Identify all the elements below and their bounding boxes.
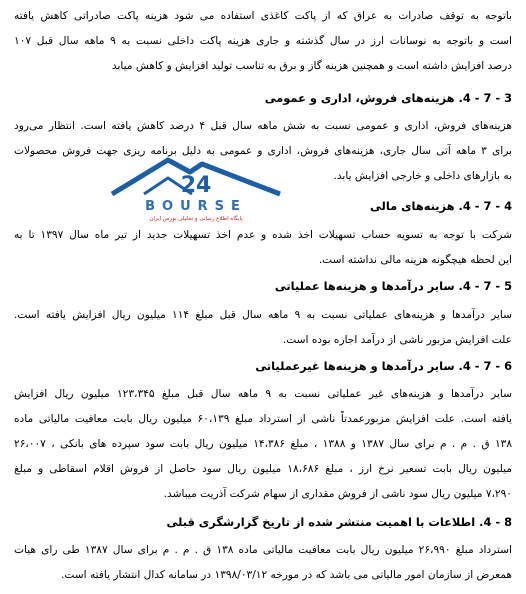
paragraph-line: سایر درآمدها و هزینه‌های غیر عملیاتی نسبت به ۹ ماهه سال قبل مبلغ ۱۲۳،۳۴۵ میلیون ریال افزایش (14, 388, 512, 400)
logo-number: 24 (180, 173, 212, 198)
paragraph-line: به بازارهای داخلی و خارجی افزایش یابد. (333, 170, 512, 182)
logo-tagline: پایگاه اطلاع رسانی و تحلیلی بورس ایران (149, 216, 243, 222)
section-heading-financial-expenses: 4 - 7 - 4. هزینه‌های مالی (370, 199, 512, 213)
section-heading-important-information: 8 - 4. اطلاعات با اهمیت منتشر شده از تاریخ گزارشگری قبلی (166, 515, 512, 529)
paragraph-line: شرکت با توجه به تسویه حساب تسهیلات اخذ شده و عدم اخذ تسهیلات جدید از تیر ماه سال ۱۳۹۷ تا به (14, 229, 512, 241)
paragraph-line: یافته است. علت افزایش مزبورعمدتاً ناشی از استرداد مبلغ ۶۰،۱۳۹ میلیون ریال بابت معافیت مالیاتی ماده (14, 413, 512, 425)
paragraph-line: علت افزایش مزبور ناشی از درآمد اجاره بوده است. (282, 334, 512, 346)
logo-wordmark: BOURSE (145, 199, 247, 214)
bourse24-logo (104, 150, 288, 222)
paragraph-line: هزینه‌های فروش، اداری و عمومی نسبت به شش ماهه سال قبل ۴ درصد کاهش یافته است. انتظار می‌رود (14, 120, 512, 132)
intro-line: است و باتوجه به نوسانات ارز در سال گذشته و جاری هزینه پاکت داخلی نسبت به ۹ ماهه سال قبل ۱۰۷ (14, 35, 512, 47)
paragraph-line: سایر درآمدها و هزینه‌های عملیاتی نسبت به ۹ ماهه سال قبل مبلغ ۱۱۴ میلیون ریال افزایش یافته است. (14, 309, 512, 321)
paragraph-line: ۱۳۸ ق . م . م برای سال ۱۳۸۷ و ۱۳۸۸ ، مبلغ ۱۴،۳۸۶ میلیون ریال بابت سود سپرده های بانکی ، ۲۶،۰۰۷ (14, 438, 512, 450)
section-heading-operating-other: 5 - 7 - 4. سایر درآمدها و هزینه‌ها عملیاتی (274, 279, 512, 293)
section-heading-non-operating-other: 6 - 7 - 4. سایر درآمدها و هزینه‌ها غیرعملیاتی (255, 359, 512, 373)
intro-line: درصد افزایش داشته است و همچنین هزینه گاز و برق به تناسب تولید افزایش و کاهش میابد (111, 60, 512, 72)
section-heading-selling-admin-expenses: 3 - 7 - 4. هزینه‌های فروش، اداری و عمومی (264, 91, 512, 105)
paragraph-line: میلیون ریال بابت تسعیر نرخ ارز ، مبلغ ۱۸،۶۸۶ میلیون ریال سود حاصل از فروش اقلام اسقاطی و مبلغ (14, 463, 512, 475)
paragraph-line: این لحظه هیچگونه هزینه مالی نداشته است. (318, 254, 512, 266)
paragraph-line: برای ۳ ماهه آتی سال جاری، هزینه‌های فروش، اداری و عمومی به دلیل برنامه ریزی جهت فروش محصولات (14, 145, 512, 157)
bourse24-logo-graphic (104, 150, 288, 222)
paragraph-line: همعرض از سازمان امور مالیاتی می باشد که در مورخه ۱۳۹۸/۰۳/۱۲ در سامانه کدال انتشار یافته است. (60, 569, 512, 581)
paragraph-line: استرداد مبلغ ۲۶،۹۹۰ میلیون ریال بابت معافیت مالیاتی ماده ۱۳۸ ق . م . م برای سال ۱۳۸۷ طی رای هیات (14, 544, 512, 556)
paragraph-line: ۷،۲۹۰ میلیون ریال سود ناشی از فروش مقداری از سهام شرکت آذریت میباشد. (163, 488, 512, 500)
intro-line: باتوجه به توقف صادرات به عراق که از پاکت کاغذی استفاده می شود هزینه پاکت صادراتی کاهش یافته (14, 10, 512, 22)
